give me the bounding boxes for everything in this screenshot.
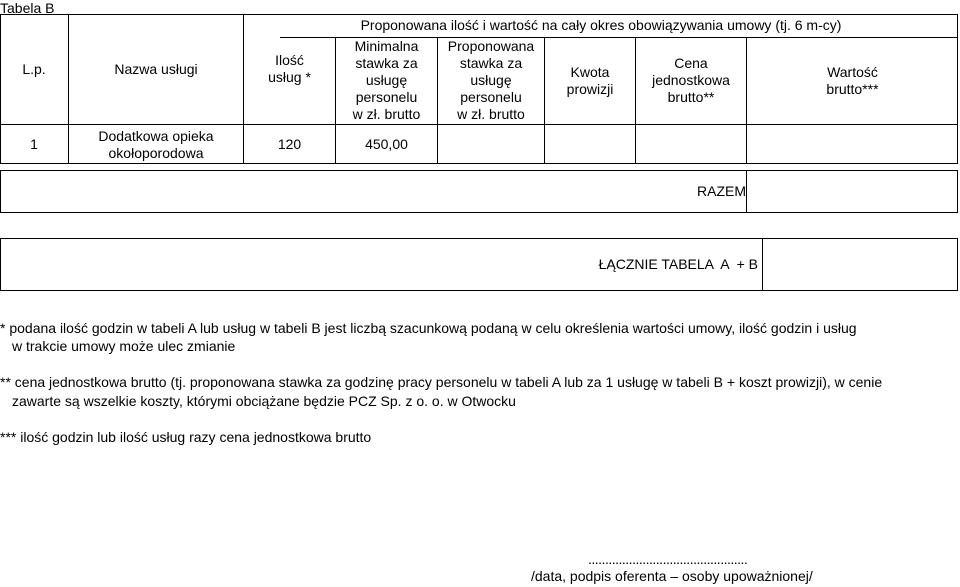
signature-label: /data, podpis oferenta – osoby upoważnionej/	[531, 568, 813, 584]
footnote-2-line-1: ** cena jednostkowa brutto (tj. proponowana stawka za godzinę pracy personelu w tabeli A lub za 1 usługę w tabeli B + koszt prowizji), w cenie	[0, 374, 883, 390]
header-commission: Kwota prowizji	[566, 63, 614, 97]
header-quantity: Ilość usług *	[268, 52, 311, 85]
row-quantity: 120	[277, 136, 302, 152]
row-value[interactable]	[747, 125, 958, 164]
row-lp: 1	[30, 136, 38, 152]
grand-total-value[interactable]	[763, 238, 958, 291]
header-proposed-rate: Proponowana stawka za usługę personelu w zł. brutto	[447, 38, 535, 122]
footnote-1-line-1: * podana ilość godzin w tabeli A lub usług w tabeli B jest liczbą szacunkową podaną w celu określenia wartości umowy, ilość godzin i usług	[0, 320, 857, 336]
header-service-name: Nazwa usługi	[114, 60, 198, 77]
footnote-1-line-2: w trakcie umowy może ulec zmianie	[12, 338, 236, 354]
header-lp: L.p.	[22, 60, 46, 77]
row-unit-price[interactable]	[636, 125, 746, 164]
row-min-rate: 450,00	[365, 136, 408, 152]
table-caption: Tabela B	[0, 0, 55, 16]
footnote-2-line-2: zawarte są wszelkie koszty, którymi obciążane będzie PCZ Sp. z o. o. w Otwocku	[12, 393, 516, 409]
row-proposed-rate[interactable]	[438, 125, 544, 164]
header-group-title: Proponowana ilość i wartość na cały okres obowiązywania umowy (tj. 6 m-cy)	[360, 17, 842, 33]
total-label: RAZEM	[697, 183, 746, 199]
header-unit-price: Cena jednostkowa brutto**	[652, 55, 730, 105]
grand-total-label: ŁĄCZNIE TABELA A + B	[598, 256, 758, 272]
header-min-rate: Minimalna stawka za usługę personelu w zł. brutto	[352, 38, 421, 122]
header-value: Wartość brutto***	[826, 63, 879, 97]
footnote-3: *** ilość godzin lub ilość usług razy cena jednostkowa brutto	[0, 429, 372, 445]
row-commission[interactable]	[545, 125, 635, 164]
row-service-name: Dodatkowa opieka okołoporodowa	[98, 127, 214, 161]
total-value[interactable]	[747, 170, 958, 213]
signature-dots: ...............................................	[588, 551, 748, 567]
